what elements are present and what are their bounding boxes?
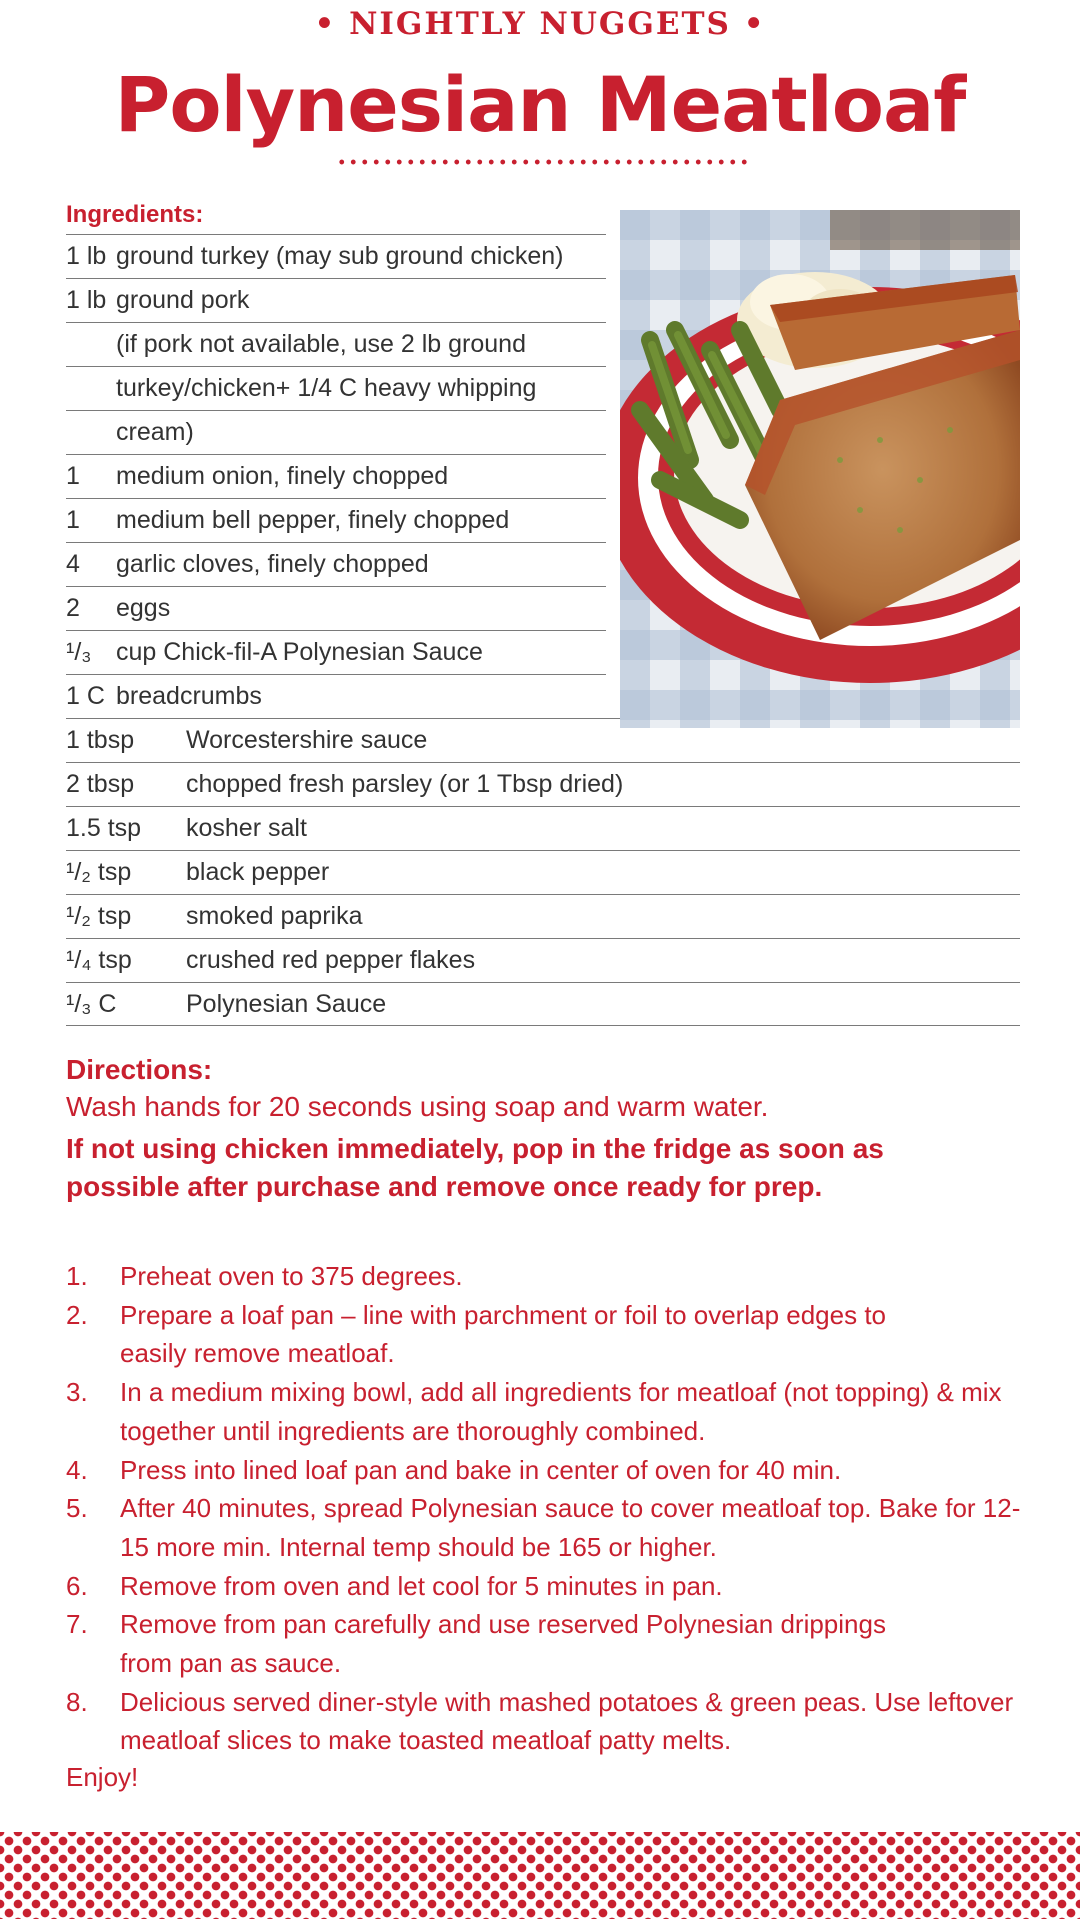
direction-step (66, 1451, 1026, 1490)
ingredient-row (66, 498, 606, 542)
ingredient-desc: crushed red pepper flakes (186, 946, 476, 974)
step-text: Delicious served diner-style with mashed potatoes & green peas. Use leftover meatloaf slices to make toasted meatloaf patty melts. (120, 1686, 1014, 1756)
ingredient-row (66, 542, 606, 586)
direction-step (66, 1683, 1026, 1760)
ingredient-desc: black pepper (186, 858, 330, 886)
direction-step (66, 1257, 1026, 1296)
directions-heading: Directions: (66, 1054, 213, 1085)
ingredient-qty: 1 (66, 506, 80, 534)
ingredient-qty: 2 (66, 594, 80, 622)
direction-step (66, 1373, 1026, 1450)
bottom-polka-dot-border (0, 1832, 1080, 1919)
ingredient-desc: cream) (116, 418, 194, 446)
step-number: 8. (66, 1686, 88, 1717)
ingredient-qty: ¹/₄ tsp (66, 946, 132, 974)
ingredient-qty: 1 lb (66, 286, 107, 314)
step-text: In a medium mixing bowl, add all ingredients for meatloaf (not topping) & mix together until ingredients are thoroughly combined. (120, 1377, 1002, 1446)
ingredient-row (66, 982, 1020, 1026)
ingredient-qty: 1 C (66, 682, 105, 710)
closing-enjoy: Enjoy! (66, 1762, 139, 1792)
ingredient-row (66, 894, 1020, 938)
step-number: 6. (66, 1570, 88, 1601)
step-number: 1. (66, 1261, 88, 1291)
meatloaf-plate-photo (620, 210, 1020, 728)
ingredient-desc: chopped fresh parsley (or 1 Tbsp dried) (186, 770, 624, 798)
direction-step (66, 1296, 1026, 1373)
step-text: After 40 minutes, spread Polynesian sauce to cover meatloaf top. Bake for 12-15 more min. Internal temp should be 165 or higher. (120, 1493, 1021, 1562)
step-text: Remove from pan carefully and use reserved Polynesian drippings from pan as sauce. (120, 1609, 886, 1679)
ingredient-desc: medium bell pepper, finely chopped (116, 506, 510, 534)
ingredient-row (66, 454, 606, 498)
ingredient-qty: 1 tbsp (66, 726, 135, 754)
ingredient-desc: cup Chick-fil-A Polynesian Sauce (116, 638, 483, 666)
ingredient-qty: ¹/₂ tsp (66, 902, 132, 930)
ingredient-qty: ¹/₃ (66, 638, 92, 666)
ingredients-heading: Ingredients: (66, 201, 204, 228)
ingredient-desc: ground pork (116, 286, 250, 314)
ingredient-desc: Worcestershire sauce (186, 726, 428, 754)
ingredient-row (66, 366, 606, 410)
ingredient-qty: 4 (66, 550, 80, 578)
ingredient-row (66, 322, 606, 366)
ingredient-desc: breadcrumbs (116, 682, 262, 710)
step-number: 2. (66, 1299, 88, 1330)
ingredient-row (66, 850, 1020, 894)
ingredient-qty: 1 (66, 462, 80, 490)
ingredient-row (66, 674, 606, 718)
ingredient-desc: medium onion, finely chopped (116, 462, 449, 490)
direction-step (66, 1605, 1026, 1682)
ingredient-desc: (if pork not available, use 2 lb ground (116, 330, 526, 358)
step-number: 3. (66, 1377, 88, 1408)
step-text: Remove from oven and let cool for 5 minutes in pan. (120, 1570, 723, 1601)
ingredient-qty: 2 tbsp (66, 770, 135, 798)
brand-kicker: • NIGHTLY NUGGETS • (314, 6, 766, 42)
ingredient-qty: ¹/₃ C (66, 990, 117, 1018)
step-number: 7. (66, 1609, 88, 1640)
ingredient-row (66, 234, 606, 278)
ingredient-row (66, 938, 1020, 982)
meatloaf-plate-illustration (620, 210, 1020, 728)
ingredient-desc: smoked paprika (186, 902, 363, 930)
step-number: 5. (66, 1493, 88, 1524)
ingredient-qty: ¹/₂ tsp (66, 858, 132, 886)
ingredient-row (66, 586, 606, 630)
step-text: Press into lined loaf pan and bake in center of oven for 40 min. (120, 1454, 842, 1485)
ingredient-desc: garlic cloves, finely chopped (116, 550, 429, 578)
ingredient-qty: 1.5 tsp (66, 814, 142, 842)
direction-step (66, 1567, 1026, 1606)
ingredient-row (66, 806, 1020, 850)
ingredient-row (66, 278, 606, 322)
ingredient-row (66, 762, 1020, 806)
ingredient-row (66, 630, 606, 674)
recipe-title: Polynesian Meatloaf (114, 60, 966, 149)
ingredient-desc: kosher salt (186, 814, 307, 842)
ingredient-desc: turkey/chicken+ 1/4 C heavy whipping (116, 374, 537, 402)
direction-step (66, 1489, 1026, 1566)
directions-intro: Wash hands for 20 seconds using soap and warm water. (66, 1091, 769, 1122)
step-number: 4. (66, 1454, 88, 1485)
title-dotted-divider (336, 158, 750, 166)
step-text: Preheat oven to 375 degrees. (120, 1261, 463, 1291)
ingredient-desc: ground turkey (may sub ground chicken) (116, 242, 564, 270)
ingredient-desc: eggs (116, 594, 171, 622)
ingredient-desc: Polynesian Sauce (186, 990, 387, 1018)
ingredient-qty: 1 lb (66, 242, 107, 270)
directions-steps (66, 1257, 1026, 1760)
food-safety-warning: If not using chicken immediately, pop in the fridge as soon as possible after purchase and remove once ready for prep. (66, 1133, 884, 1202)
step-text: Prepare a loaf pan – line with parchment or foil to overlap edges to easily remove meatloaf. (120, 1299, 887, 1369)
ingredient-row (66, 410, 606, 454)
